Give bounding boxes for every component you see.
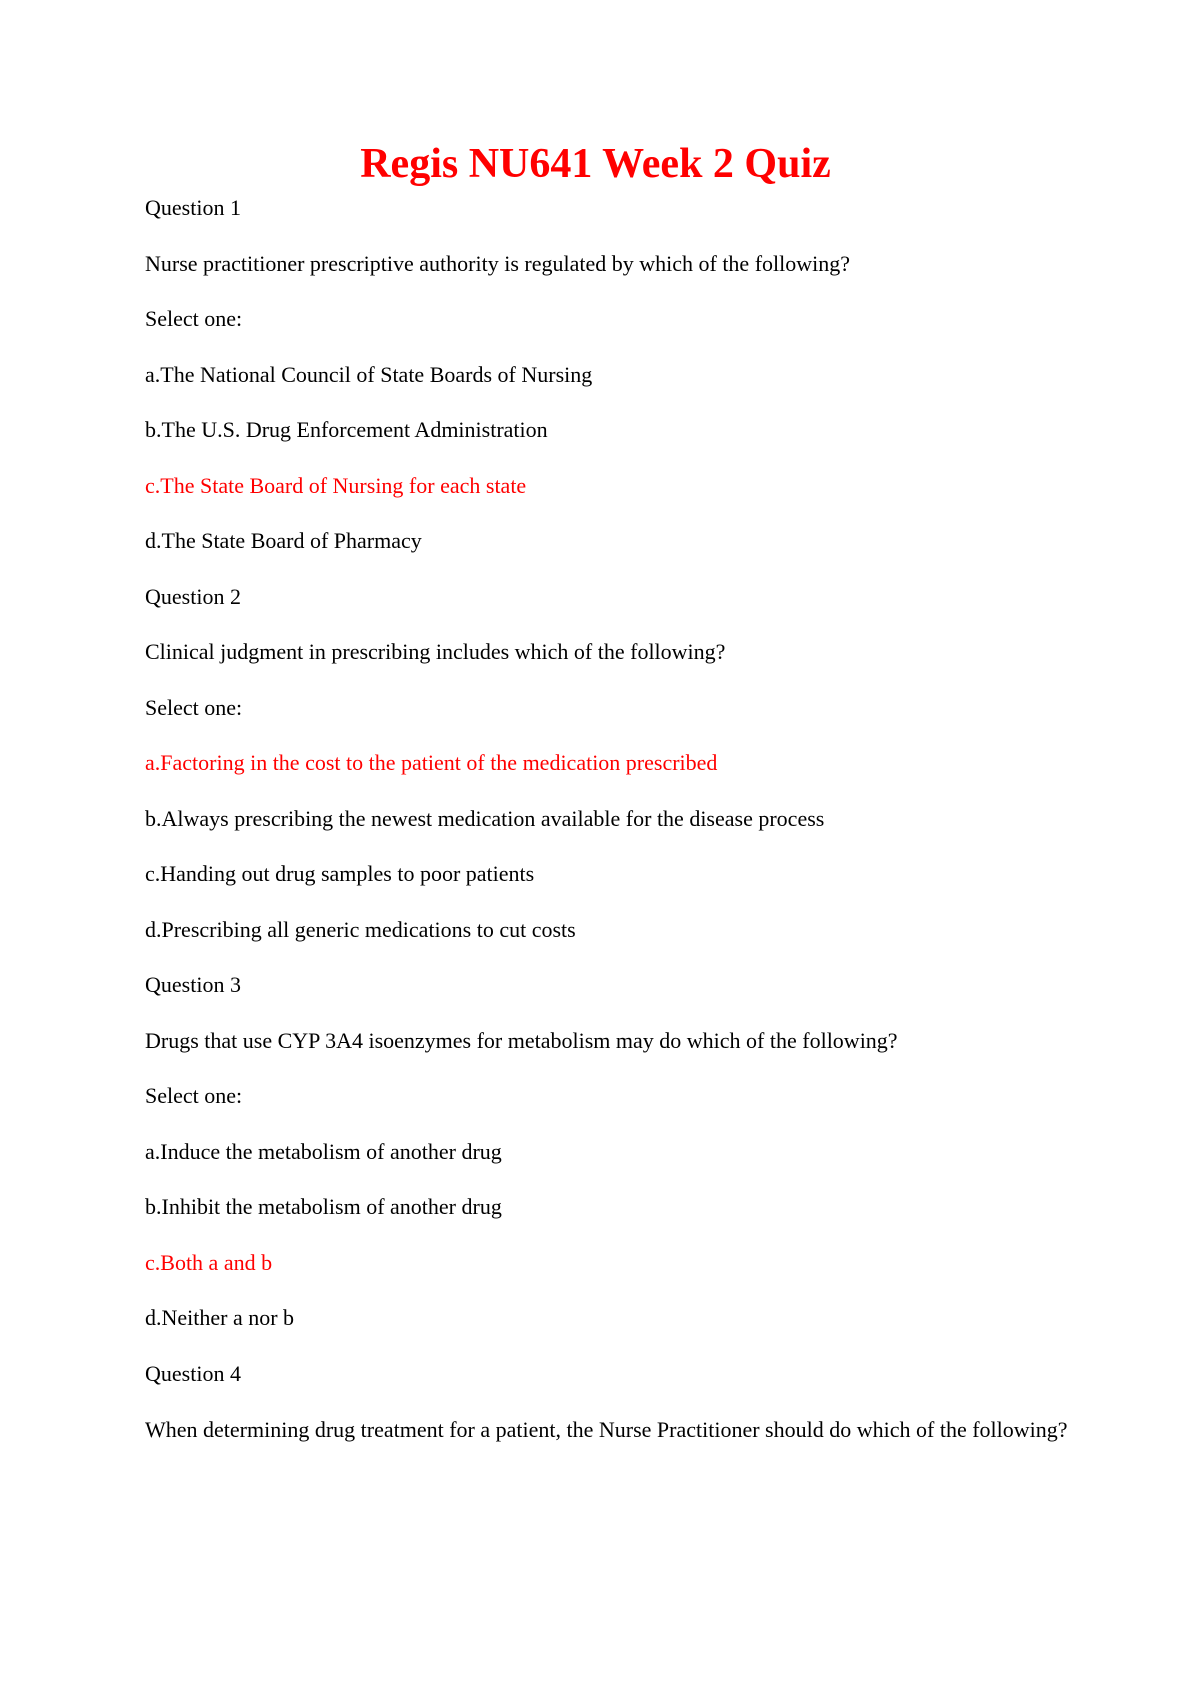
- question-3-option-d: d.Neither a nor b: [145, 1305, 295, 1330]
- question-1-label: Question 1: [145, 195, 241, 220]
- question-3-option-b: b.Inhibit the metabolism of another drug: [145, 1194, 502, 1219]
- question-1-option-a: a.The National Council of State Boards of Nursing: [145, 361, 593, 387]
- question-2-select-one: Select one:: [145, 694, 243, 720]
- question-3-text: Drugs that use CYP 3A4 isoenzymes for metabolism may do which of the following?: [145, 1027, 898, 1053]
- question-3-select-one: Select one:: [145, 1083, 243, 1108]
- question-2-option-c: c.Handing out drug samples to poor patients: [145, 861, 535, 886]
- question-3-label: Question 3: [145, 972, 241, 997]
- question-1-select-one: Select one:: [145, 306, 243, 331]
- question-1-text: Nurse practitioner prescriptive authority is regulated by which of the following?: [145, 250, 851, 276]
- question-2-option-d: d.Prescribing all generic medications to cut costs: [145, 916, 576, 942]
- quiz-content: [145, 196, 1075, 1457]
- question-4-label: Question 4: [145, 1360, 241, 1386]
- question-1-option-c-correct: c.The State Board of Nursing for each state: [145, 472, 527, 498]
- question-1-option-b: b.The U.S. Drug Enforcement Administration: [145, 417, 548, 442]
- question-2-text: Clinical judgment in prescribing includes which of the following?: [145, 639, 726, 664]
- question-2-option-a-correct: a.Factoring in the cost to the patient of the medication prescribed: [145, 750, 718, 775]
- page-title: Regis NU641 Week 2 Quiz: [360, 141, 831, 187]
- question-4-text: When determining drug treatment for a patient, the Nurse Practitioner should do which of the following?: [145, 1416, 1068, 1442]
- question-2-label: Question 2: [145, 583, 241, 609]
- question-1-option-d: d.The State Board of Pharmacy: [145, 528, 422, 553]
- question-2-option-b: b.Always prescribing the newest medication available for the disease process: [145, 805, 825, 831]
- question-3-option-c-correct: c.Both a and b: [145, 1249, 273, 1275]
- question-3-option-a: a.Induce the metabolism of another drug: [145, 1138, 502, 1164]
